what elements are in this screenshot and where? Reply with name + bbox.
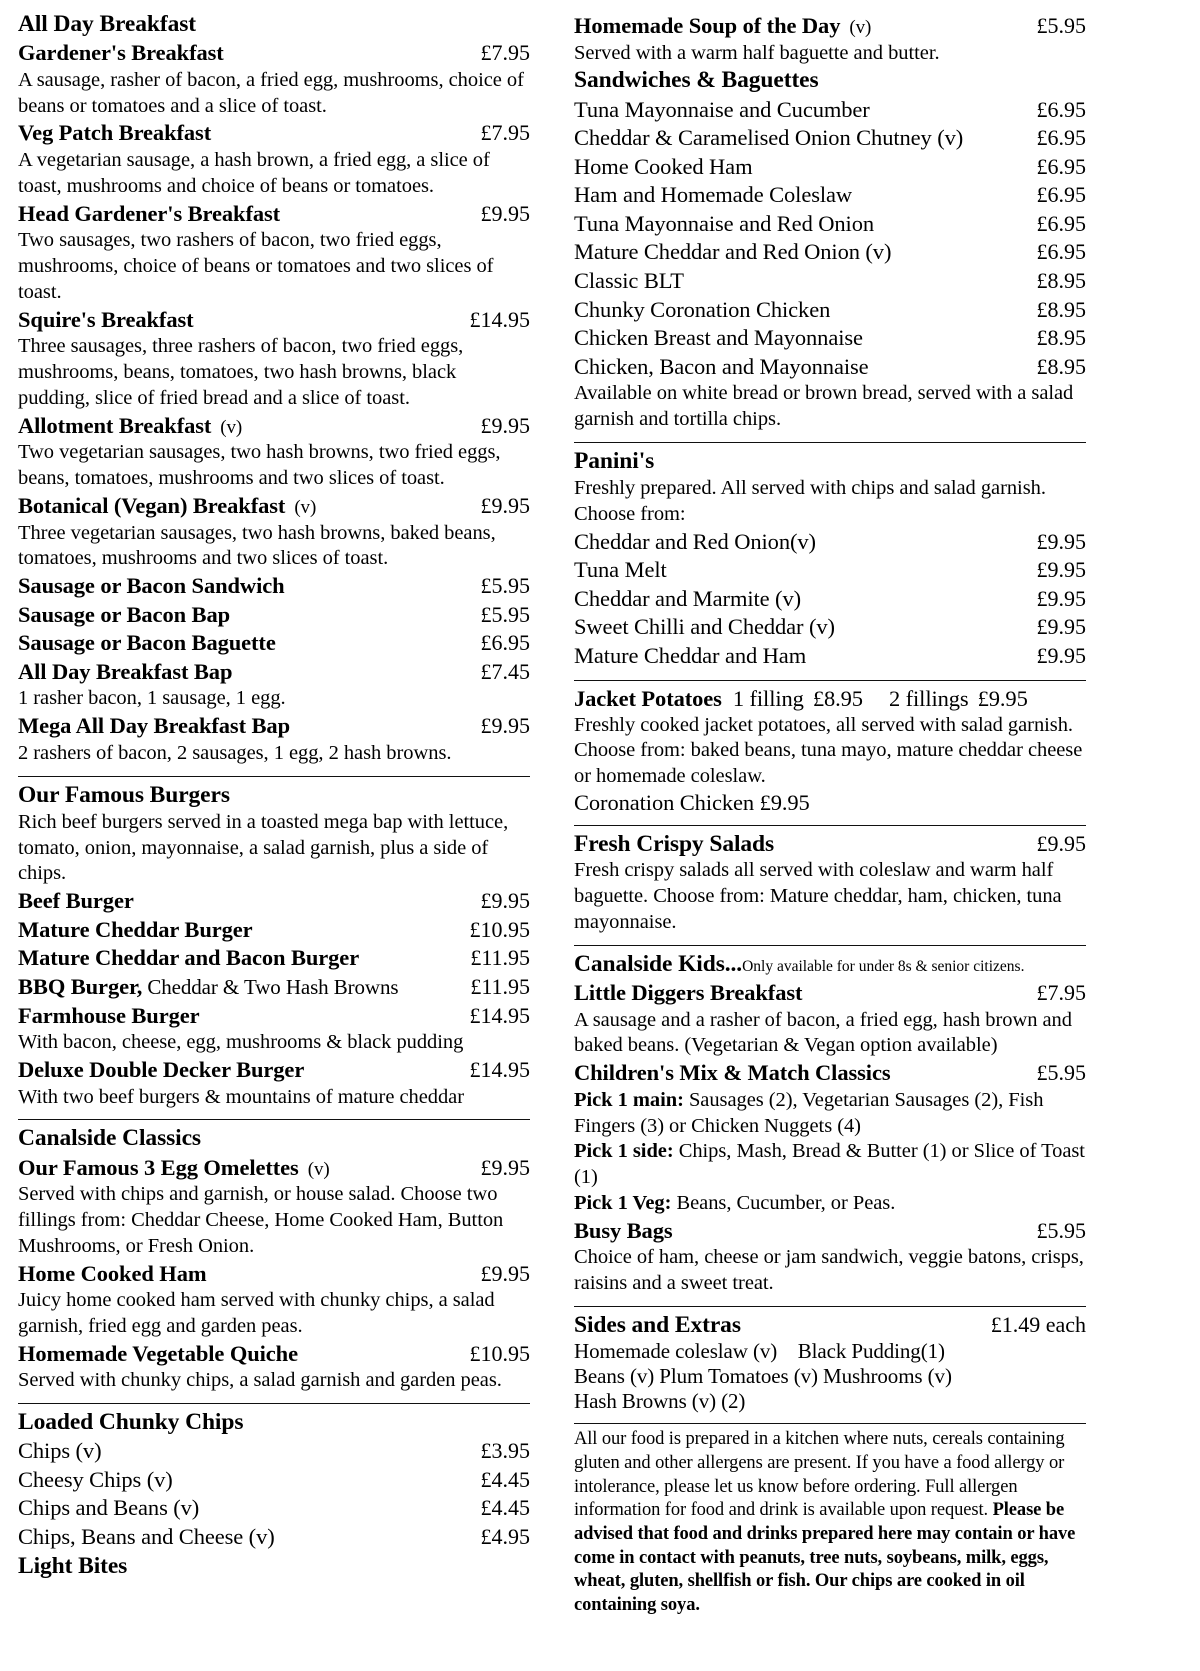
item-name: Sausage or Bacon Baguette bbox=[18, 630, 276, 656]
item-description: With bacon, cheese, egg, mushrooms & black pudding bbox=[18, 1031, 464, 1054]
section-divider bbox=[574, 680, 1086, 681]
section-heading-note: Only available for under 8s & senior citizens. bbox=[742, 957, 1025, 975]
item-description: Two sausages, two rashers of bacon, two fried eggs, mushrooms, choice of beans or tomatoes and two slices of toast. bbox=[18, 229, 494, 303]
vegetarian-marker: (v) bbox=[307, 1158, 330, 1180]
menu-item-row bbox=[18, 712, 530, 741]
vegetarian-marker: (v) bbox=[294, 496, 317, 518]
item-description: Choice of ham, cheese or jam sandwich, veggie batons, crisps, raisins and a sweet treat. bbox=[574, 1246, 1084, 1295]
item-price: £10.95 bbox=[469, 916, 530, 942]
item-description: Juicy home cooked ham served with chunky chips, a salad garnish, fried egg and garden peas. bbox=[18, 1289, 495, 1337]
item-price: £5.95 bbox=[480, 573, 530, 599]
filling-option-1-price: £8.95 bbox=[812, 685, 863, 711]
item-price: £14.95 bbox=[469, 1056, 530, 1082]
vegetarian-marker: (v) bbox=[849, 17, 872, 38]
item-description: Fresh crispy salads all served with coleslaw and warm half baguette. Choose from: Mature cheddar, ham, chicken, tuna mayonnaise. bbox=[574, 859, 1062, 933]
menu-item-row bbox=[574, 96, 1086, 125]
jacket-potatoes-heading bbox=[574, 685, 1086, 713]
item-price: £9.95 bbox=[480, 200, 530, 226]
filling-option-2-label: 2 fillings bbox=[888, 685, 969, 711]
menu-item-row bbox=[574, 267, 1086, 296]
salads-heading-row bbox=[574, 830, 1086, 858]
item-price: £4.95 bbox=[480, 1524, 530, 1550]
item-description: Three vegetarian sausages, two hash browns, baked beans, tomatoes, mushrooms and two slices of toast. bbox=[18, 521, 496, 570]
item-name: Chunky Coronation Chicken bbox=[574, 296, 831, 322]
allergen-warning: Please be advised that food and drinks prepared here may contain or have come in contact with peanuts, tree nuts, soybeans, milk, eggs, wheat, gluten, shellfish or fish. Our chips are cooked in oil containing soya. bbox=[574, 1500, 1076, 1616]
item-description: Freshly cooked jacket potatoes, all served with salad garnish. Choose from: baked beans, tuna mayo, mature cheddar cheese or homemade coleslaw. bbox=[574, 713, 1083, 788]
menu-item-row bbox=[574, 210, 1086, 239]
item-price: £9.95 bbox=[480, 1154, 530, 1180]
section-price: £9.95 bbox=[1036, 831, 1086, 857]
item-price: £11.95 bbox=[470, 973, 530, 999]
item-price: £7.95 bbox=[480, 40, 530, 66]
item-description: 1 rasher bacon, 1 sausage, 1 egg. bbox=[18, 687, 286, 710]
section-divider bbox=[574, 442, 1086, 443]
menu-item-row bbox=[18, 1494, 530, 1523]
item-name: Chips, Beans and Cheese (v) bbox=[18, 1524, 275, 1550]
section-heading: Loaded Chunky Chips bbox=[18, 1409, 244, 1436]
pick-line: Pick 1 main: Sausages (2), Vegetarian Sausages (2), Fish Fingers (3) or Chicken Nuggets (4) bbox=[574, 1088, 1044, 1137]
item-description: Served with chips and garnish, or house salad. Choose two fillings from: Cheddar Cheese, Home Cooked Ham, Button Mushrooms, or Fresh Onion. bbox=[18, 1183, 504, 1257]
item-name-suffix: Cheddar & Two Hash Browns bbox=[147, 974, 399, 999]
item-name: Tuna Mayonnaise and Red Onion bbox=[574, 210, 874, 236]
item-price: £9.95 bbox=[480, 1260, 530, 1286]
section-heading: Fresh Crispy Salads bbox=[574, 831, 775, 858]
menu-item-row bbox=[18, 492, 530, 521]
coronation-chicken-line: Coronation Chicken £9.95 bbox=[574, 790, 810, 816]
menu-item-row bbox=[574, 613, 1086, 642]
menu-item-row bbox=[574, 353, 1086, 382]
item-price: £5.95 bbox=[1036, 1060, 1086, 1086]
vegetarian-marker: (v) bbox=[220, 416, 243, 438]
item-description: With two beef burgers & mountains of mature cheddar bbox=[18, 1085, 464, 1108]
item-name: Home Cooked Ham bbox=[574, 153, 753, 179]
section-footnote: Available on white bread or brown bread, served with a salad garnish and tortilla chips. bbox=[574, 382, 1074, 431]
item-name: Chicken, Bacon and Mayonnaise bbox=[574, 353, 869, 379]
menu-item-row bbox=[18, 412, 530, 441]
menu-item-row bbox=[574, 12, 1086, 41]
item-price: £8.95 bbox=[1036, 325, 1086, 351]
menu-item-row bbox=[574, 153, 1086, 182]
item-price: £8.95 bbox=[1036, 353, 1086, 379]
item-price: £7.45 bbox=[480, 658, 530, 684]
item-name: Homemade Soup of the Day (v) bbox=[574, 13, 872, 38]
item-price: £9.95 bbox=[1036, 557, 1086, 583]
section-heading: Sides and Extras bbox=[574, 1312, 741, 1339]
item-price: £5.95 bbox=[1036, 13, 1086, 38]
item-name: Sweet Chilli and Cheddar (v) bbox=[574, 614, 835, 640]
menu-item-row bbox=[18, 601, 530, 630]
item-name: Beef Burger bbox=[18, 888, 134, 914]
menu-item-row bbox=[18, 1340, 530, 1369]
item-price: £9.95 bbox=[1036, 528, 1086, 554]
pick-label: Pick 1 side: bbox=[574, 1140, 674, 1163]
section-heading: Panini's bbox=[574, 447, 655, 474]
item-price: £6.95 bbox=[1036, 210, 1086, 236]
item-name: Chips and Beans (v) bbox=[18, 1495, 200, 1521]
item-name: Cheddar & Caramelised Onion Chutney (v) bbox=[574, 125, 964, 151]
menu-item-row bbox=[574, 124, 1086, 153]
section-divider bbox=[574, 1306, 1086, 1307]
item-name: Mature Cheddar and Bacon Burger bbox=[18, 945, 360, 971]
section-heading: Sandwiches & Baguettes bbox=[574, 67, 819, 94]
sides-line: Homemade coleslaw (v) Black Pudding(1) bbox=[574, 1339, 945, 1364]
item-price: £9.95 bbox=[1036, 642, 1086, 668]
menu-item-row bbox=[18, 916, 530, 945]
item-name: Cheesy Chips (v) bbox=[18, 1466, 173, 1492]
item-price: £4.45 bbox=[480, 1495, 530, 1521]
item-price: £9.95 bbox=[480, 713, 530, 739]
section-divider bbox=[574, 1423, 1086, 1424]
pick-label: Pick 1 Veg: bbox=[574, 1192, 672, 1215]
section-divider bbox=[18, 1403, 530, 1404]
item-description: Two vegetarian sausages, two hash browns, two fried eggs, beans, tomatoes, mushrooms and two slices of toast. bbox=[18, 441, 501, 490]
item-price: £5.95 bbox=[1036, 1217, 1086, 1243]
item-price: £14.95 bbox=[469, 306, 530, 332]
item-name: Cheddar and Marmite (v) bbox=[574, 585, 801, 611]
item-name: Sausage or Bacon Sandwich bbox=[18, 573, 285, 599]
menu-item-row bbox=[18, 1523, 530, 1552]
item-price: £9.95 bbox=[1036, 585, 1086, 611]
item-price: £3.95 bbox=[480, 1438, 530, 1464]
item-price: £9.95 bbox=[480, 412, 530, 438]
item-name: Squire's Breakfast bbox=[18, 306, 194, 332]
menu-item-row bbox=[18, 306, 530, 335]
item-price: £6.95 bbox=[1036, 153, 1086, 179]
item-name: All Day Breakfast Bap bbox=[18, 658, 233, 684]
item-name: Farmhouse Burger bbox=[18, 1002, 200, 1028]
item-name: Tuna Melt bbox=[574, 557, 667, 583]
right-column bbox=[574, 10, 1086, 1671]
item-name: Tuna Mayonnaise and Cucumber bbox=[574, 96, 870, 122]
item-name: Mega All Day Breakfast Bap bbox=[18, 713, 290, 739]
item-description: Served with a warm half baguette and butter. bbox=[574, 41, 940, 64]
sides-line: Beans (v) Plum Tomatoes (v) Mushrooms (v) bbox=[574, 1364, 952, 1389]
item-name: Mature Cheddar and Red Onion (v) bbox=[574, 239, 892, 265]
menu-item-row bbox=[18, 1002, 530, 1031]
menu-item-row bbox=[574, 238, 1086, 267]
item-name: Children's Mix & Match Classics bbox=[574, 1060, 891, 1086]
item-price: £5.95 bbox=[480, 601, 530, 627]
item-price: £9.95 bbox=[1036, 614, 1086, 640]
item-name: Allotment Breakfast (v) bbox=[18, 412, 243, 438]
item-name: Mature Cheddar Burger bbox=[18, 916, 253, 942]
menu-item-row bbox=[18, 1466, 530, 1495]
pick-label: Pick 1 main: bbox=[574, 1088, 684, 1111]
item-price: £6.95 bbox=[1036, 239, 1086, 265]
menu-item-row bbox=[18, 629, 530, 658]
item-price: £7.95 bbox=[1036, 979, 1086, 1005]
menu-item-row bbox=[574, 528, 1086, 557]
section-intro: Freshly prepared. All served with chips and salad garnish. Choose from: bbox=[574, 477, 1046, 525]
left-column bbox=[18, 10, 530, 1671]
menu-item-row bbox=[18, 1260, 530, 1289]
sides-heading-row bbox=[574, 1311, 1086, 1339]
pick-line: Pick 1 Veg: Beans, Cucumber, or Peas. bbox=[574, 1192, 896, 1215]
menu-item-row bbox=[18, 1437, 530, 1466]
item-description: Three sausages, three rashers of bacon, two fried eggs, mushrooms, beans, tomatoes, two hash browns, black pudding, slice of fried bread and a slice of toast. bbox=[18, 335, 464, 409]
item-price: £6.95 bbox=[1036, 182, 1086, 208]
item-name: Mature Cheddar and Ham bbox=[574, 642, 807, 668]
item-description: A sausage, rasher of bacon, a fried egg, mushrooms, choice of beans or tomatoes and a slice of toast. bbox=[18, 68, 524, 117]
menu-item-row bbox=[18, 658, 530, 687]
item-name: Head Gardener's Breakfast bbox=[18, 200, 281, 226]
item-name: Deluxe Double Decker Burger bbox=[18, 1056, 305, 1082]
menu-item-row bbox=[574, 585, 1086, 614]
item-name: Botanical (Vegan) Breakfast (v) bbox=[18, 492, 317, 518]
item-name: Veg Patch Breakfast bbox=[18, 120, 212, 146]
menu-item-row bbox=[574, 181, 1086, 210]
item-price: £6.95 bbox=[1036, 96, 1086, 122]
menu-item-row bbox=[574, 1059, 1086, 1088]
item-name: Chips (v) bbox=[18, 1438, 102, 1464]
item-name: Cheddar and Red Onion(v) bbox=[574, 528, 816, 554]
menu-item-row bbox=[18, 1056, 530, 1085]
menu-item-row bbox=[574, 642, 1086, 671]
item-price: £10.95 bbox=[469, 1340, 530, 1366]
item-price: £14.95 bbox=[469, 1002, 530, 1028]
item-name: Home Cooked Ham bbox=[18, 1260, 207, 1286]
menu-item-row bbox=[574, 979, 1086, 1008]
item-description: A sausage and a rasher of bacon, a fried egg, hash brown and baked beans. (Vegetarian & Vegan option available) bbox=[574, 1008, 1072, 1057]
item-name: Busy Bags bbox=[574, 1217, 673, 1243]
item-name: Sausage or Bacon Bap bbox=[18, 601, 231, 627]
allergen-notice: All our food is prepared in a kitchen where nuts, cereals containing gluten and other allergens are present. If you have a food allergy or intolerance, please let us know before ordering. Full allergen information for food and drink is available upon request. Please be advised that food and drinks prepared here may contain or have come in contact with peanuts, tree nuts, soybeans, milk, eggs, wheat, gluten, shellfish or fish. Our chips are cooked in oil containing soya. bbox=[574, 1429, 1076, 1616]
menu-item-row bbox=[574, 324, 1086, 353]
menu-item-row bbox=[18, 973, 530, 1002]
item-name: Classic BLT bbox=[574, 267, 684, 293]
menu-item-row bbox=[18, 572, 530, 601]
item-description: A vegetarian sausage, a hash brown, a fried egg, a slice of toast, mushrooms and choice of beans or tomatoes. bbox=[18, 148, 490, 197]
menu-item-row bbox=[18, 200, 530, 229]
item-price: £8.95 bbox=[1036, 296, 1086, 322]
item-price: £9.95 bbox=[480, 492, 530, 518]
item-description: 2 rashers of bacon, 2 sausages, 1 egg, 2 hash browns. bbox=[18, 741, 452, 764]
item-name: Our Famous 3 Egg Omelettes (v) bbox=[18, 1154, 330, 1180]
menu-item-row bbox=[574, 556, 1086, 585]
item-price: £8.95 bbox=[1036, 267, 1086, 293]
menu-item-row bbox=[574, 1217, 1086, 1246]
section-heading: Canalside Classics bbox=[18, 1125, 201, 1152]
section-heading: Jacket Potatoes bbox=[574, 685, 722, 711]
section-heading: All Day Breakfast bbox=[18, 11, 197, 37]
section-divider bbox=[18, 776, 530, 777]
item-name: Ham and Homemade Coleslaw bbox=[574, 182, 853, 208]
filling-option-1-label: 1 filling bbox=[732, 685, 804, 711]
item-price: £4.45 bbox=[480, 1466, 530, 1492]
menu-item-row bbox=[18, 1154, 530, 1183]
filling-option-2-price: £9.95 bbox=[977, 685, 1028, 711]
section-intro: Rich beef burgers served in a toasted mega bap with lettuce, tomato, onion, mayonnaise, a salad garnish, plus a side of chips. bbox=[18, 810, 509, 885]
item-price: £6.95 bbox=[1036, 125, 1086, 151]
item-name: Homemade Vegetable Quiche bbox=[18, 1340, 298, 1366]
section-divider bbox=[574, 945, 1086, 946]
item-name: Gardener's Breakfast bbox=[18, 40, 224, 66]
section-heading: Canalside Kids...Only available for under 8s & senior citizens. bbox=[574, 950, 1025, 977]
menu-item-row bbox=[18, 119, 530, 148]
pick-line: Pick 1 side: Chips, Mash, Bread & Butter (1) or Slice of Toast (1) bbox=[574, 1140, 1085, 1189]
section-heading: Our Famous Burgers bbox=[18, 781, 230, 808]
menu-item-row bbox=[18, 944, 530, 973]
item-name: BBQ Burger, Cheddar & Two Hash Browns bbox=[18, 973, 399, 999]
item-price: £7.95 bbox=[480, 120, 530, 146]
item-price: £9.95 bbox=[480, 888, 530, 914]
menu-item-row bbox=[18, 39, 530, 68]
menu-item-row bbox=[18, 887, 530, 916]
section-price: £1.49 each bbox=[990, 1312, 1086, 1338]
sides-line: Hash Browns (v) (2) bbox=[574, 1389, 746, 1414]
item-price: £11.95 bbox=[470, 945, 530, 971]
item-name: Little Diggers Breakfast bbox=[574, 979, 803, 1005]
item-name: Chicken Breast and Mayonnaise bbox=[574, 325, 863, 351]
section-divider bbox=[574, 825, 1086, 826]
menu-item-row bbox=[574, 296, 1086, 325]
item-price: £6.95 bbox=[480, 630, 530, 656]
item-description: Served with chunky chips, a salad garnish and garden peas. bbox=[18, 1369, 502, 1392]
section-divider bbox=[18, 1119, 530, 1120]
section-heading: Light Bites bbox=[18, 1552, 128, 1579]
